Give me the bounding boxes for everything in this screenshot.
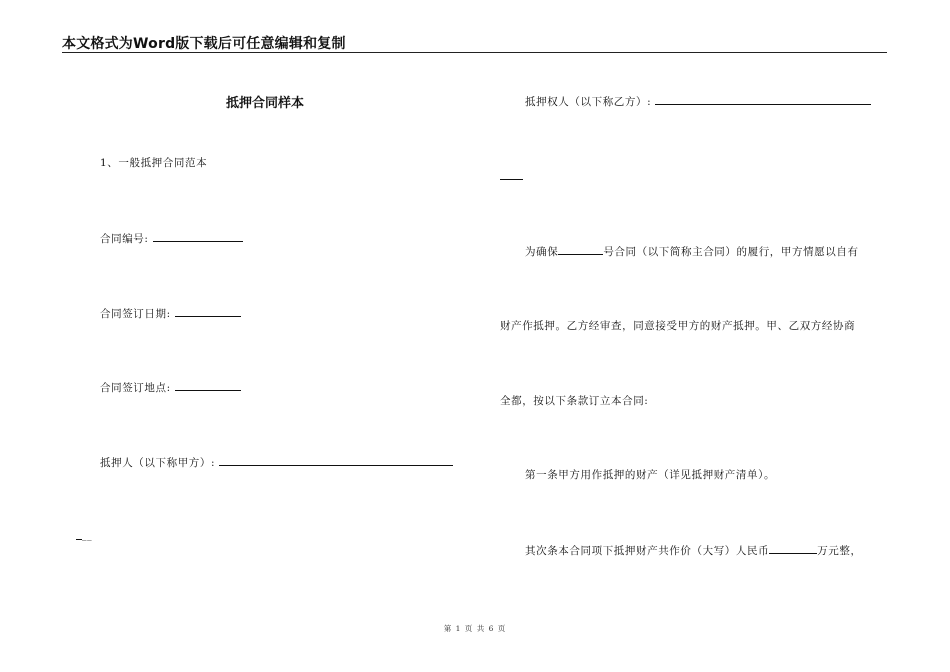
document-title: 抵押合同样本 bbox=[225, 96, 304, 111]
article-2 bbox=[525, 542, 862, 558]
mortgagor-label: 抵押人（以下称甲方）: bbox=[100, 457, 216, 469]
mortgagor-continuation bbox=[76, 529, 92, 541]
contract-number-label: 合同编号: bbox=[100, 233, 149, 245]
para1-text-b: 号合同（以下简称主合同）的履行，甲方情愿以自有 bbox=[603, 246, 859, 258]
contract-number-field bbox=[100, 230, 243, 246]
mortgagee-blank[interactable] bbox=[655, 93, 871, 105]
mortgagee-continuation-blank bbox=[500, 179, 523, 180]
mortgagor-field bbox=[100, 454, 453, 470]
sign-date-blank[interactable] bbox=[175, 305, 241, 317]
sign-date-field bbox=[100, 305, 241, 321]
article2-text-a: 其次条本合同项下抵押财产共作价（大写）人民币 bbox=[525, 545, 770, 557]
header-rule bbox=[62, 52, 887, 53]
continuation-underscore: __ bbox=[82, 531, 93, 541]
page-footer: 第 1 页 共 6 页 bbox=[443, 624, 507, 633]
mortgagee-label: 抵押权人（以下称乙方）: bbox=[525, 96, 652, 108]
sign-place-blank[interactable] bbox=[175, 379, 241, 391]
paragraph-1-line-2: 财产作抵押。乙方经审查，同意接受甲方的财产抵押。甲、乙双方经协商 bbox=[500, 320, 856, 332]
mortgagor-blank[interactable] bbox=[219, 454, 453, 466]
mortgagee-field bbox=[525, 93, 871, 109]
main-contract-number-blank[interactable] bbox=[558, 243, 603, 255]
short-dash bbox=[76, 539, 82, 540]
sign-place-field bbox=[100, 379, 241, 395]
sign-place-label: 合同签订地点: bbox=[100, 382, 171, 394]
paragraph-1-line-1 bbox=[525, 243, 859, 259]
section-heading: 1、一般抵押合同范本 bbox=[100, 157, 208, 169]
page-header: 本文格式为Word版下载后可任意编辑和复制 bbox=[62, 36, 346, 52]
article2-text-b: 万元整， bbox=[817, 545, 862, 557]
paragraph-1-line-3: 全都，按以下条款订立本合同: bbox=[500, 395, 649, 407]
para1-text-a: 为确保 bbox=[525, 246, 559, 258]
article-1: 第一条甲方用作抵押的财产（详见抵押财产清单）。 bbox=[525, 469, 776, 481]
contract-number-blank[interactable] bbox=[153, 230, 243, 242]
valuation-amount-blank[interactable] bbox=[769, 542, 817, 554]
sign-date-label: 合同签订日期: bbox=[100, 308, 171, 320]
